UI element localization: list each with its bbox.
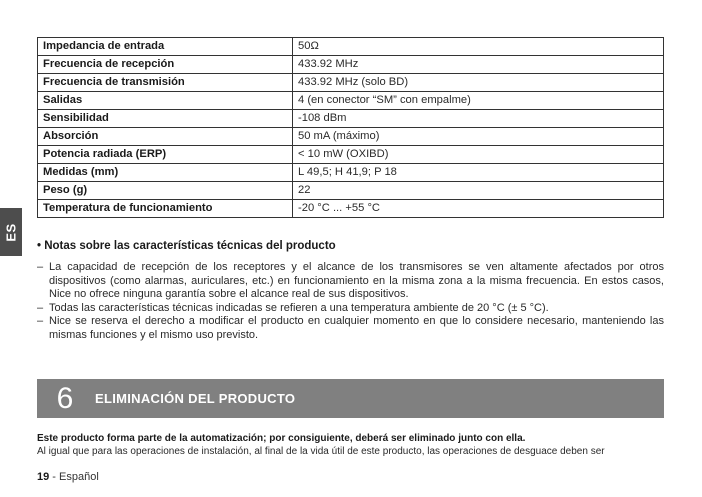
spec-value: 433.92 MHz — [293, 56, 664, 74]
spec-label: Sensibilidad — [38, 110, 293, 128]
spec-label: Peso (g) — [38, 182, 293, 200]
notes-list — [37, 261, 664, 343]
note-text: La capacidad de recepción de los receptores y el alcance de los transmisores se ven altamente afectados por otros dispositivos (como alarmas, auriculares, etc.) en funcionamiento en la misma zona a la misma frecuencia. En estos casos, Nice no ofrece ninguna garantía sobre el alcance real de sus dispositivos. — [49, 261, 664, 301]
list-item — [37, 261, 664, 302]
spec-label: Potencia radiada (ERP) — [38, 146, 293, 164]
table-row — [38, 200, 664, 218]
page-number: 19 — [37, 471, 50, 483]
spec-label: Frecuencia de transmisión — [38, 74, 293, 92]
spec-label: Medidas (mm) — [38, 164, 293, 182]
spec-value: < 10 mW (OXIBD) — [293, 146, 664, 164]
section-header — [37, 379, 664, 418]
page-footer — [37, 471, 99, 483]
spec-value: 4 (en conector “SM” con empalme) — [293, 92, 664, 110]
table-row — [38, 38, 664, 56]
spec-label: Absorción — [38, 128, 293, 146]
spec-value: 433.92 MHz (solo BD) — [293, 74, 664, 92]
section-number: 6 — [56, 382, 74, 415]
spec-label: Temperatura de funcionamiento — [38, 200, 293, 218]
footer-language: Español — [59, 471, 99, 483]
dash-bullet: – — [37, 315, 44, 328]
spec-value: 22 — [293, 182, 664, 200]
table-row — [38, 182, 664, 200]
notes-heading: • Notas sobre las características técnicas del producto — [37, 240, 336, 252]
spec-label: Impedancia de entrada — [38, 38, 293, 56]
note-text: Todas las características técnicas indicadas se refieren a una temperatura ambiente de 20 °C (± 5 °C). — [49, 301, 549, 314]
spec-value: -20 °C ... +55 °C — [293, 200, 664, 218]
dash-bullet: – — [37, 301, 44, 314]
section-intro-text: Al igual que para las operaciones de instalación, al final de la vida útil de este producto, las operaciones de desguace deben ser — [37, 446, 605, 457]
spec-value: 50Ω — [293, 38, 664, 56]
list-item — [37, 315, 664, 342]
table-row — [38, 128, 664, 146]
list-item — [37, 302, 664, 316]
spec-value: 50 mA (máximo) — [293, 128, 664, 146]
spec-value: L 49,5; H 41,9; P 18 — [293, 164, 664, 182]
note-text: Nice se reserva el derecho a modificar el producto en cualquier momento en que lo considere necesario, manteniendo las mismas funciones y el mismo uso previsto. — [49, 315, 664, 341]
table-row — [38, 74, 664, 92]
footer-separator: - — [49, 471, 60, 483]
table-row — [38, 146, 664, 164]
table-row — [38, 164, 664, 182]
dash-bullet: – — [37, 261, 44, 273]
table-row — [38, 92, 664, 110]
section-title: ELIMINACIÓN DEL PRODUCTO — [95, 391, 296, 406]
spec-label: Salidas — [38, 92, 293, 110]
table-row — [38, 110, 664, 128]
spec-value: -108 dBm — [293, 110, 664, 128]
language-tab — [0, 208, 22, 256]
table-row — [38, 56, 664, 74]
language-tab-label: ES — [3, 222, 19, 242]
spec-table — [37, 37, 664, 218]
section-intro-bold: Este producto forma parte de la automatización; por consiguiente, deberá ser eliminado junto con ella. — [37, 433, 526, 444]
spec-label: Frecuencia de recepción — [38, 56, 293, 74]
